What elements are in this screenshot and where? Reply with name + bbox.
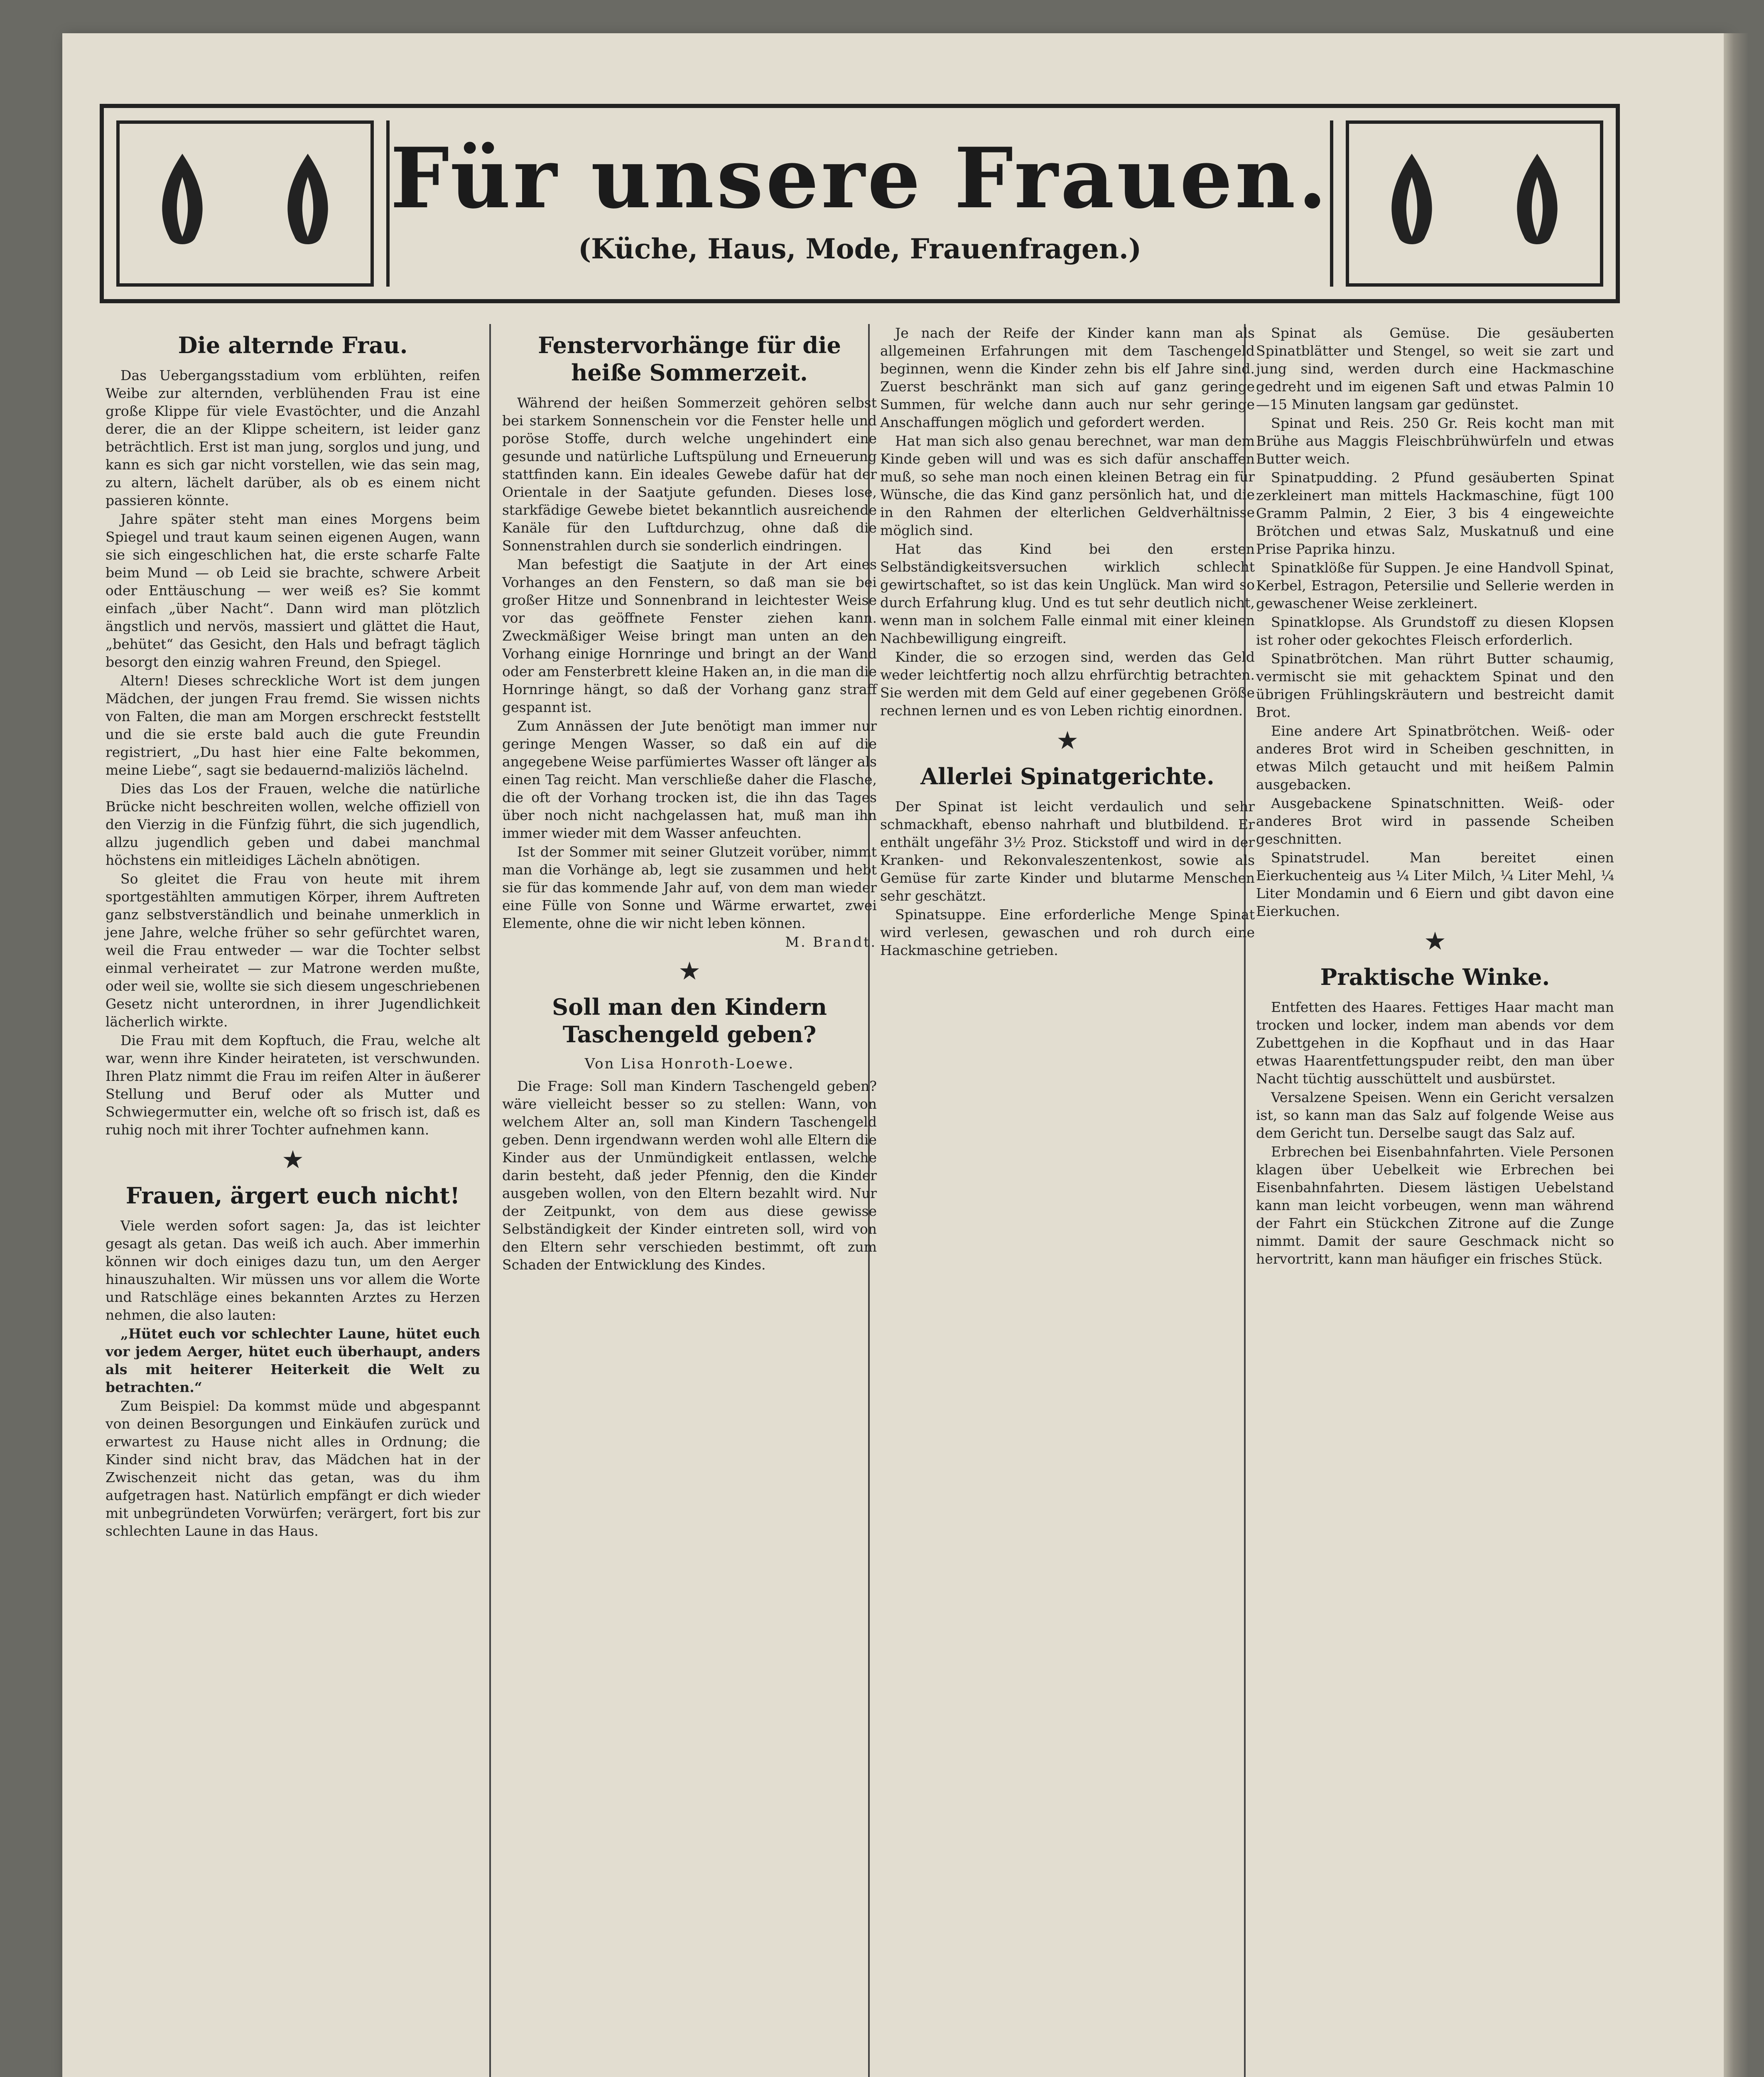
masthead [100, 104, 1620, 303]
paragraph: Je nach der Reife der Kinder kann man als allgemeinen Erfahrungen mit dem Taschengeld beginnen, wenn die Kinder zehn bis elf Jahre sind. Zuerst beschränkt man sich auf ganz geringe Summen, für welche dann auch nur sehr geringe Anschaffungen möglich und gefordert werden. [880, 325, 1255, 430]
flame-icon [149, 150, 216, 258]
column-2 [496, 324, 883, 2077]
paragraph: Zum Annässen der Jute benötigt man immer nur geringe Mengen Wasser, so daß ein auf die angegebene Weise parfümiertes Wasser oft länger als einen Tag reicht. Man verschließe daher die Flasche, die oft der Vorhang trocken ist, die ihn das Tages über noch nicht nachgelassen hat, muß man ihn immer wieder mit dem Wasser anfeuchten. [502, 718, 877, 841]
paragraph: Spinatsuppe. Eine erforderliche Menge Spinat wird verlesen, gewaschen und roh durch eine Hackmaschine getrieben. [880, 906, 1255, 958]
recipe: Spinatklöße für Suppen. Je eine Handvoll Spinat, Kerbel, Estragon, Petersilie und Sellerie werden in gewaschener Weise zerkleinert. [1256, 560, 1614, 611]
article-title: Allerlei Spinatgerichte. [920, 763, 1214, 790]
recipe: Eine andere Art Spinatbrötchen. Weiß- oder anderes Brot wird in Scheiben geschnitten, in etwas Milch getaucht und mit heißem Palmin ausgebacken. [1256, 723, 1614, 793]
star-icon: ★ [678, 957, 701, 986]
column-3 [874, 324, 1261, 2077]
article-title: Soll man den Kindern Taschengeld geben? [552, 994, 827, 1048]
paragraph: Der Spinat ist leicht verdaulich und sehr schmackhaft, ebenso nahrhaft und blutbildend. Er enthält ungefähr 3½ Proz. Stickstoff und wird in der Kranken- und Rekonvaleszentenkost, sowie als Gemüse für zarte Kinder und blutarme Menschen sehr geschätzt. [880, 798, 1255, 904]
masthead-center [386, 120, 1333, 287]
article-byline: Von Lisa Honroth-Loewe. [584, 1056, 795, 1072]
star-icon: ★ [1424, 927, 1446, 956]
paragraph-quote: „Hütet euch vor schlechter Laune, hütet euch vor jedem Aerger, hütet euch überhaupt, anders als mit heiterer Heiterkeit die Welt zu betrachten.“ [105, 1326, 480, 1395]
masthead-ornament-right [1346, 120, 1603, 287]
article-fenstervorhaenge [502, 331, 877, 950]
flame-icon [275, 150, 341, 258]
paragraph: So gleitet die Frau von heute mit ihrem sportgestählten ammutigen Körper, ihrem Auftreten ganz selbstverständlich und beinahe unmerklich in jene Jahre, welche früher so sehr gefürchtet waren, weil die Frau entweder — war die Tochter selbst einmal verheiratet — zur Matrone werden mußte, oder weil sie, wollte sie sich diesem ungeschriebenen Gesetz nicht unterordnen, in ihrer Jugendlichkeit lächerlich wirkte. [105, 871, 480, 1030]
flame-icon [1379, 150, 1445, 258]
column-rule [489, 324, 491, 2077]
paragraph: Die Frau mit dem Kopftuch, die Frau, welche alt war, wenn ihre Kinder heirateten, ist verschwunden. Ihren Platz nimmt die Frau im reifen Alter in äußerer Stellung und Beruf oder als Mutter und Schwiegermutter ein, welche oft so frisch ist, daß es ruhig noch mit ihrer Tochter aufnehmen kann. [105, 1032, 480, 1138]
recipe: Spinatklopse. Als Grundstoff zu diesen Klopsen ist roher oder gekochtes Fleisch erforderlich. [1256, 614, 1614, 648]
paragraph: Das Uebergangsstadium vom erblühten, reifen Weibe zur alternden, verblühenden Frau ist eine große Klippe für viele Evastöchter, und die Anzahl derer, die an der Klippe scheitern, ist leider ganz beträchtlich. Erst ist man jung, sorglos und jung, und kann es sich gar nicht vorstellen, wie das sein mag, zu altern, lächelt darüber, als ob es einem nicht passieren könnte. [105, 367, 480, 508]
article-taschengeld-continued [880, 324, 1255, 719]
paragraph: Dies das Los der Frauen, welche die natürliche Brücke nicht beschreiten wollen, welche offiziell von den Vierzig in die Fünfzig führt, die sich jugendlich, allzu jugendlich geben und dabei manchmal höchstens ein mitleidiges Lächeln abnötigen. [105, 781, 480, 868]
star-icon: ★ [1056, 726, 1079, 755]
flame-icon [1504, 150, 1570, 258]
masthead-ornament-left [116, 120, 374, 287]
paragraph: Die Frage: Soll man Kindern Taschengeld geben? wäre vielleicht besser so zu stellen: Wann, von welchem Alter an, soll man Kindern Taschengeld geben. Denn irgendwann werden wohl alle Eltern die Kinder aus der Unmündigkeit entlassen, welche darin besteht, daß jeder Pfennig, den die Kinder ausgeben wollen, von den Eltern bezahlt wird. Nur der Zeitpunkt, von dem aus diese gewisse Selbständigkeit der Kinder eintreten soll, wird von den Eltern sehr verschieden bestimmt, oft zum Schaden der Entwicklung des Kindes. [502, 1078, 877, 1273]
column-4 [1250, 324, 1620, 2077]
article-title: Die alternde Frau. [178, 332, 408, 358]
star-icon: ★ [282, 1145, 304, 1174]
paragraph: Erbrechen bei Eisenbahnfahrten. Viele Personen klagen über Uebelkeit wie Erbrechen bei Eisenbahnfahrten. Diesem lästigen Uebelstand kann man leicht vorbeugen, wenn man während der Fahrt ein Stückchen Zitrone auf die Zunge nimmt. Damit der saure Geschmack nicht so hervortritt, kann man häufiger ein frisches Stück. [1256, 1144, 1614, 1267]
paragraph: Ist der Sommer mit seiner Glutzeit vorüber, nimmt man die Vorhänge ab, legt sie zusammen und hebt sie für das kommende Jahr auf, von dem man wieder eine Fülle von Sonne und Wärme erwartet, zwei Elemente, ohne die wir nicht leben können. [502, 844, 877, 931]
section-title: Für unsere Frauen. [390, 130, 1330, 227]
paragraph: Kinder, die so erzogen sind, werden das Geld weder leichtfertig noch allzu ehrfürchtig betrachten. Sie werden mit dem Geld auf einer gegebenen Größe rechnen lernen und es von Leben richtig einordnen. [880, 649, 1255, 719]
recipe: Spinatstrudel. Man bereitet einen Eierkuchenteig aus ¼ Liter Milch, ¼ Liter Mehl, ¼ Liter Mondamin und 6 Eiern und gibt davon eine Eierkuchen. [1256, 849, 1614, 919]
paragraph: Hat man sich also genau berechnet, war man dem Kinde geben will und was es sich dafür anschaffen muß, so sehe man noch einen kleinen Betrag ein für Wünsche, die das Kind ganz persönlich hat, und die in den Rahmen der elterlichen Geldverhältnisse möglich sind. [880, 433, 1255, 538]
article-title: Fenstervorhänge für die heiße Sommerzeit. [538, 332, 841, 386]
page-edge [1724, 33, 1749, 2077]
recipe: Ausgebackene Spinatschnitten. Weiß- oder anderes Brot wird in passende Scheiben geschnitten. [1256, 795, 1614, 847]
paragraph: Versalzene Speisen. Wenn ein Gericht versalzen ist, so kann man das Salz auf folgende Weise aus dem Gericht tun. Derselbe saugt das Salz auf. [1256, 1089, 1614, 1141]
paragraph: Altern! Dieses schreckliche Wort ist dem jungen Mädchen, der jungen Frau fremd. Sie wissen nichts von Falten, die man am Morgen erschreckt feststellt und die sie erste bald auch die gute Freundin registriert, „Du hast hier eine Falte bekommen, meine Liebe“, sagt sie bedauernd-maliziös lächelnd. [105, 673, 480, 778]
article-author: M. Brandt. [785, 934, 877, 950]
paragraph: Zum Beispiel: Da kommst müde und abgespannt von deinen Besorgungen und Einkäufen zurück und erwartest zu Hause nicht alles in Ordnung; die Kinder sind nicht brav, das Mädchen hat in der Zwischenzeit nicht das getan, was du ihm aufgetragen hast. Natürlich empfängt er dich wieder mit unbegründeten Vorwürfen; verärgert, fort bis zur schlechten Laune in das Haus. [105, 1398, 480, 1539]
paragraph: Hat das Kind bei den ersten Selbständigkeitsversuchen wirklich schlecht gewirtschaftet, so ist das kein Unglück. Man wird so durch Erfahrung klug. Und es tut sehr deutlich nicht, wenn man in solchem Falle einmal mit einer kleinen Nachbewilligung eingreift. [880, 541, 1255, 646]
recipe: Spinat und Reis. 250 Gr. Reis kocht man mit Brühe aus Maggis Fleischbrühwürfeln und etwas Butter weich. [1256, 415, 1614, 467]
article-alternde-frau [105, 331, 480, 1139]
article-praktische-winke [1256, 963, 1614, 1268]
article-taschengeld [502, 993, 877, 1274]
paragraph: Entfetten des Haares. Fettiges Haar macht man trocken und locker, indem man abends vor dem Zubettgehen in die Kopfhaut und in das Haar etwas Haarentfettungspuder reibt, den man über Nacht tüchtig ausschüttelt und ausbürstet. [1256, 999, 1614, 1087]
paragraph: Jahre später steht man eines Morgens beim Spiegel und traut kaum seinen eigenen Augen, wann sie sich eingeschlichen hat, die erste scharfe Falte beim Mund — ob Leid sie brachte, schwere Arbeit oder Enttäuschung — wer weiß es? Sie kommt einfach „über Nacht“. Dann wird man plötzlich ängstlich und nervös, massiert und glättet die Haut, „behütet“ das Gesicht, den Hals und befragt täglich besorgt den einzig wahren Freund, den Spiegel. [105, 511, 480, 670]
section-subtitle: (Küche, Haus, Mode, Frauenfragen.) [578, 233, 1142, 265]
article-aergert-nicht [105, 1182, 480, 1540]
recipe: Spinat als Gemüse. Die gesäuberten Spinatblätter und Stengel, so weit sie zart und jung sind, werden durch eine Hackmaschine gedreht und im eigenen Saft und etwas Palmin 10—15 Minuten langsam gar gedünstet. [1256, 325, 1614, 412]
article-spinat [880, 763, 1255, 959]
recipe: Spinatbrötchen. Man rührt Butter schaumig, vermischt sie mit gehacktem Spinat und den übrigen Frühlingskräutern und bestreicht damit Brot. [1256, 651, 1614, 720]
recipe: Spinatpudding. 2 Pfund gesäuberten Spinat zerkleinert man mittels Hackmaschine, fügt 100 Gramm Palmin, 2 Eier, 3 bis 4 eingeweichte Brötchen und etwas Salz, Muskatnuß und eine Prise Paprika hinzu. [1256, 469, 1614, 557]
article-title: Praktische Winke. [1320, 964, 1550, 990]
column-1 [100, 324, 486, 2077]
paragraph: Man befestigt die Saatjute in der Art eines Vorhanges an den Fenstern, so daß man sie bei großer Hitze und Sonnenbrand in leichtester Weise vor das geöffnete Fenster ziehen kann. Zweckmäßiger Weise bringt man unten an den Vorhang einige Hornringe und bringt an der Wand oder am Fensterbrett kleine Haken an, in die man die Hornringe hängt, so daß der Vorhang ganz straff gespannt ist. [502, 556, 877, 715]
paragraph: Viele werden sofort sagen: Ja, das ist leichter gesagt als getan. Das weiß ich auch. Aber immerhin können wir doch einiges dazu tun, um den Aerger hinauszuhalten. Wir müssen uns vor allem die Worte und Ratschläge eines bekannten Arztes zu Herzen nehmen, die also lauten: [105, 1218, 480, 1323]
paragraph: Während der heißen Sommerzeit gehören selbst bei starkem Sonnenschein vor die Fenster helle und poröse Stoffe, durch welche ungehindert eine gesunde und natürliche Luftspülung und Erneuerung stattfinden kann. Ein ideales Gewebe dafür hat der Orientale in der Saatjute gefunden. Dieses lose, starkfädige Gewebe bietet bekanntlich ausreichende Kanäle für den Luftdurchzug, ohne daß die Sonnenstrahlen durch sie sonderlich eindringen. [502, 395, 877, 554]
article-title: Frauen, ärgert euch nicht! [125, 1182, 460, 1209]
article-spinat-continued [1256, 324, 1614, 920]
